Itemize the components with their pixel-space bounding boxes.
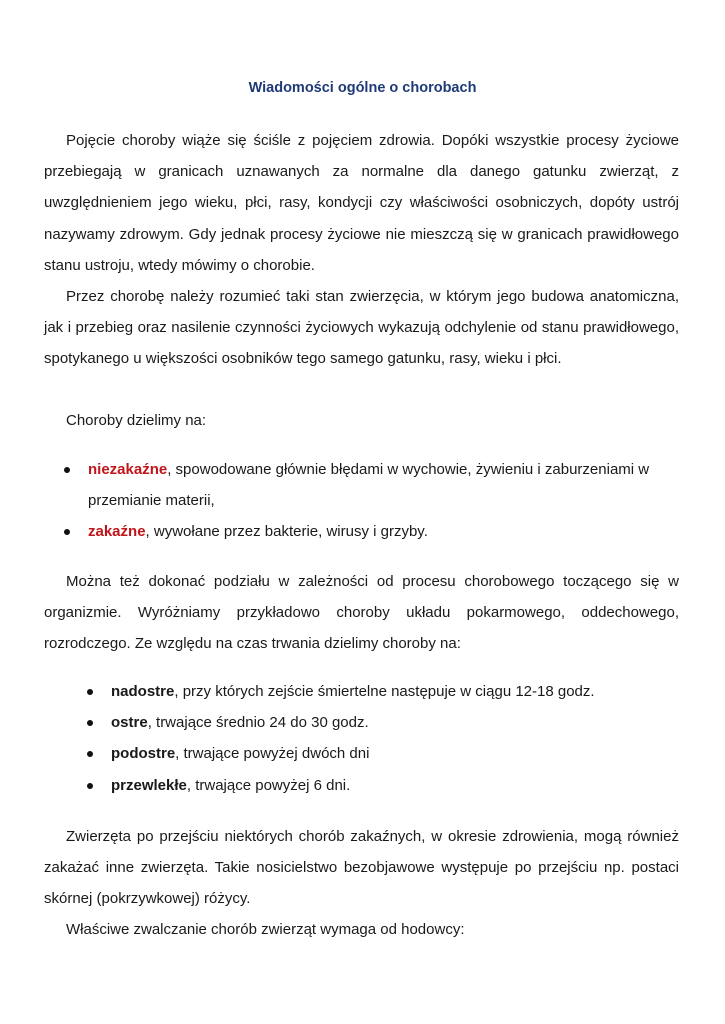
list-item [111, 770, 671, 801]
list-item [88, 516, 678, 547]
list-item-description: , trwające powyżej 6 dni. [186, 776, 351, 794]
paragraph-text: Można też dokonać podziału w zależności od procesu chorobowego toczącego się w organizmie. Wyróżniamy przykładowo choroby układu pokarmowego, oddechowego, rozrodczego. Ze względu na czas trwania dzielimy choroby na: [44, 573, 679, 653]
list-item-term: nadostre [111, 683, 175, 700]
list-item-description: , trwające średnio 24 do 30 godz. [147, 714, 369, 732]
list-item-description: , spowodowane głównie błędami w wychowie, żywieniu i zaburzeniami w przemianie materii, [88, 461, 650, 510]
paragraph-definition-disease [44, 281, 679, 375]
list-item [111, 707, 671, 738]
paragraph-disease-division-intro [44, 405, 679, 436]
list-item [111, 676, 671, 707]
bullet-icon [87, 720, 93, 726]
paragraph-definition-health [44, 125, 679, 281]
list-item-term: podostre [111, 745, 176, 763]
list-item-description: , wywołane przez bakterie, wirusy i grzyby. [145, 523, 428, 541]
list-item-description: , trwające powyżej dwóch dni [175, 745, 370, 763]
bullet-icon [87, 783, 93, 789]
paragraph-text: Pojęcie choroby wiąże się ściśle z pojęciem zdrowia. Dopóki wszystkie procesy życiowe przebiegają w granicach uznawanych za normalne dla danego gatunku zwierząt, z uwzględnieniem jego wieku, płci, rasy, kondycji czy właściwości osobniczych, dopóty ustrój nazywamy zdrowym. Gdy jednak procesy życiowe nie mieszczą się w granicach prawidłowego stanu ustroju, wtedy mówimy o chorobie. [44, 132, 679, 274]
document-title: Wiadomości ogólne o chorobach [248, 80, 477, 96]
list-item-description: , przy których zejście śmiertelne następuje w ciągu 12-18 godz. [174, 683, 595, 700]
paragraph-text: Przez chorobę należy rozumieć taki stan zwierzęcia, w którym jego budowa anatomiczna, jak i przebieg oraz nasilenie czynności życiowych wykazują odchylenie od stanu prawidłowego, spotykanego u większości osobników tego samego gatunku, rasy, wieku i płci. [44, 288, 679, 368]
list-item-term: niezakaźne [88, 461, 168, 478]
list-item-term: ostre [111, 714, 148, 732]
paragraph-disease-process-division [44, 566, 679, 660]
list-item-term: przewlekłe [111, 776, 187, 794]
duration-types-list [111, 676, 671, 801]
paragraph-text: Zwierzęta po przejściu niektórych chorób zakaźnych, w okresie zdrowienia, mogą również zakażać inne zwierzęta. Takie nosicielstwo bezobjawowe występuje po przejściu np. postaci skórnej (pokrzywkowej) różycy. [44, 828, 679, 908]
list-item-term: zakaźne [88, 523, 146, 541]
list-item [111, 738, 671, 769]
paragraph-control-requirements [44, 914, 679, 945]
bullet-icon [87, 689, 93, 695]
disease-types-list [88, 454, 678, 548]
paragraph-carriers [44, 821, 679, 915]
bullet-icon [64, 529, 70, 535]
bullet-icon [87, 751, 93, 757]
bullet-icon [64, 467, 70, 473]
paragraph-text: Właściwe zwalczanie chorób zwierząt wymaga od hodowcy: [66, 921, 465, 938]
list-item [88, 454, 678, 516]
paragraph-text: Choroby dzielimy na: [66, 412, 207, 429]
